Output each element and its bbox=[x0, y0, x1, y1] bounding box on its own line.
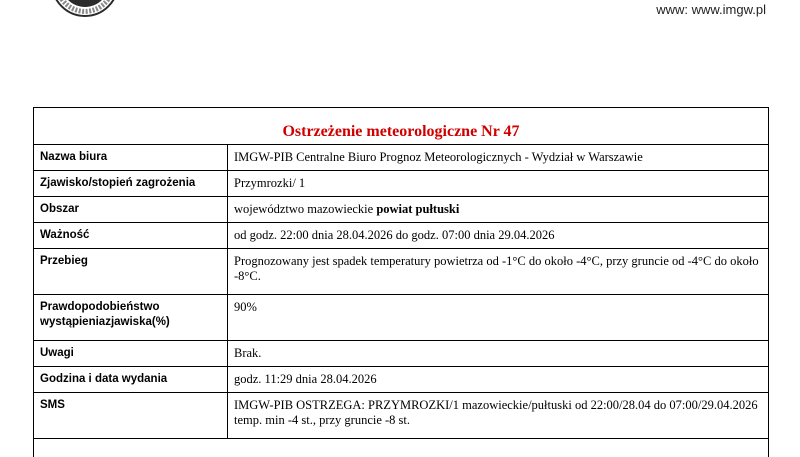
title-row bbox=[34, 108, 768, 145]
row-wydanie bbox=[34, 367, 768, 393]
row-zjawisko bbox=[34, 171, 768, 197]
row-waznosc bbox=[34, 223, 768, 249]
warning-title: Ostrzeżenie meteorologiczne Nr 47 bbox=[282, 123, 520, 140]
label-uwagi: Uwagi bbox=[34, 341, 228, 367]
label-zjawisko: Zjawisko/stopień zagrożenia bbox=[34, 171, 228, 197]
obszar-powiat: powiat pułtuski bbox=[376, 202, 460, 216]
label-przebieg: Przebieg bbox=[34, 249, 228, 295]
value-uwagi: Brak. bbox=[228, 341, 769, 367]
label-sms: SMS bbox=[34, 393, 228, 439]
value-biuro: IMGW-PIB Centralne Biuro Prognoz Meteorologicznych - Wydział w Warszawie bbox=[228, 145, 769, 171]
row-prawdopodobienstwo bbox=[34, 295, 768, 341]
value-prawdopodobienstwo: 90% bbox=[228, 295, 769, 341]
label-prawdopodobienstwo: Prawdopodobieństwo wystąpieniazjawiska(%) bbox=[34, 295, 228, 341]
obszar-prefix: województwo mazowieckie bbox=[234, 202, 377, 216]
row-biuro bbox=[34, 145, 768, 171]
value-waznosc: od godz. 22:00 dnia 28.04.2026 do godz. 07:00 dnia 29.04.2026 bbox=[228, 223, 769, 249]
value-zjawisko: Przymrozki/ 1 bbox=[228, 171, 769, 197]
label-obszar: Obszar bbox=[34, 197, 228, 223]
imgw-logo bbox=[40, 0, 130, 18]
warning-box bbox=[33, 107, 769, 457]
row-sms bbox=[34, 393, 768, 439]
label-waznosc: Ważność bbox=[34, 223, 228, 249]
label-wydanie: Godzina i data wydania bbox=[34, 367, 228, 393]
row-uwagi bbox=[34, 341, 768, 367]
row-obszar bbox=[34, 197, 768, 223]
value-wydanie: godz. 11:29 dnia 28.04.2026 bbox=[228, 367, 769, 393]
value-przebieg: Prognozowany jest spadek temperatury powietrza od -1°C do około -4°C, przy gruncie od -4°C do około -8°C. bbox=[228, 249, 769, 295]
label-biuro: Nazwa biura bbox=[34, 145, 228, 171]
warning-table bbox=[34, 145, 768, 439]
website-url: www: www.imgw.pl bbox=[656, 2, 766, 17]
value-obszar bbox=[228, 197, 769, 223]
row-przebieg bbox=[34, 249, 768, 295]
value-sms: IMGW-PIB OSTRZEGA: PRZYMROZKI/1 mazowieckie/pułtuski od 22:00/28.04 do 07:00/29.04.2026 temp. min -4 st., przy gruncie -8 st. bbox=[228, 393, 769, 439]
